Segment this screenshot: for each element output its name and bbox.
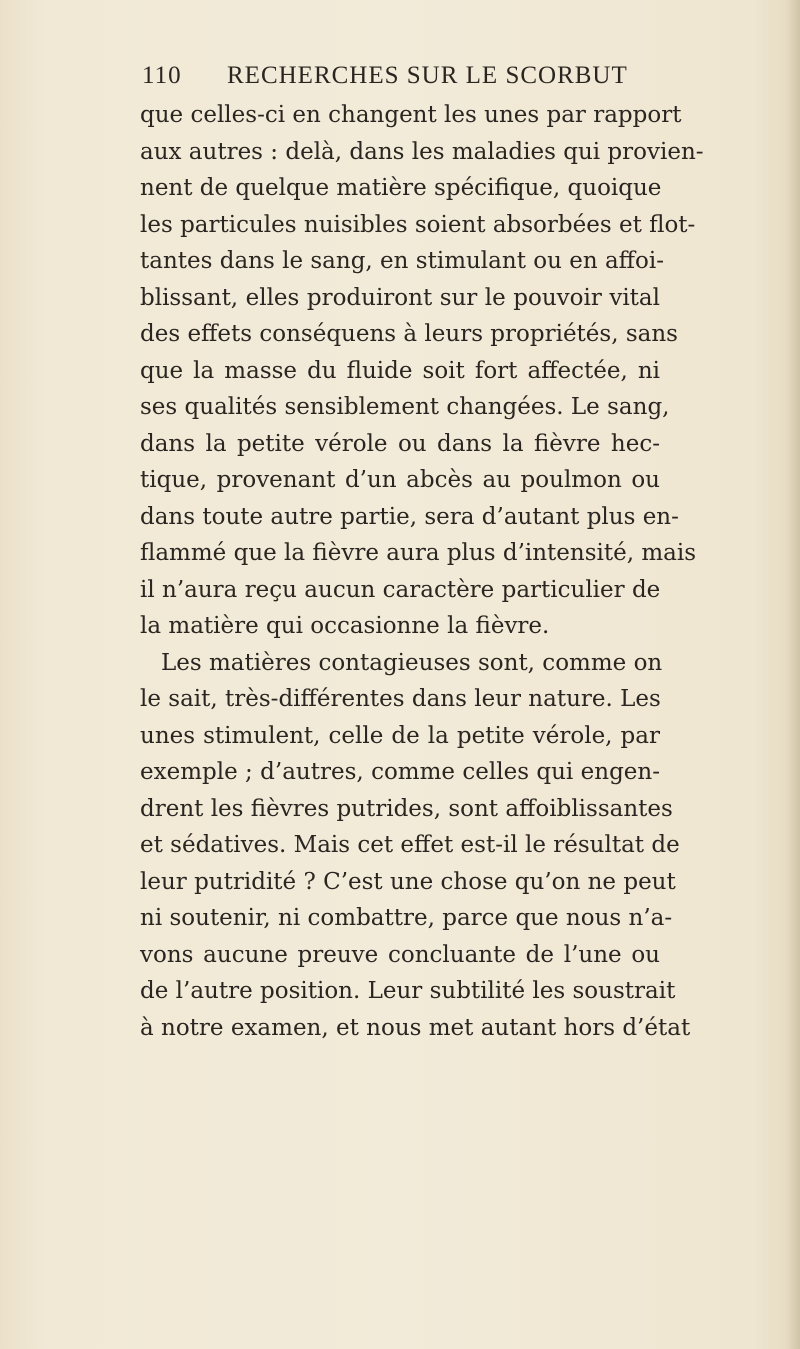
text-line: unes stimulent, celle de la petite vérole, par	[140, 722, 660, 749]
text-line: dans la petite vérole ou dans la fièvre hec-	[140, 430, 660, 457]
text-line: et sédatives. Mais cet effet est-il le résultat de	[140, 832, 680, 858]
page-number: 110	[142, 62, 182, 89]
text-line: de l’autre position. Leur subtilité les soustrait	[140, 978, 676, 1004]
body-text	[140, 97, 704, 1046]
text-line: il n’aura reçu aucun caractère particulier de	[140, 576, 661, 603]
text-line: tique, provenant d’un abcès au poulmon ou	[140, 467, 660, 493]
text-line: que la masse du fluide soit fort affectée, ni	[140, 357, 660, 384]
text-line: ses qualités sensiblement changées. Le sang,	[140, 394, 670, 420]
text-line: à notre examen, et nous met autant hors d’état	[140, 1014, 691, 1041]
text-line: exemple ; d’autres, comme celles qui engen-	[140, 759, 660, 785]
text-line: des effets conséquens à leurs propriétés, sans	[140, 321, 678, 347]
text-line: leur putridité ? C’est une chose qu’on ne peut	[140, 868, 676, 895]
paragraph-end-line: la matière qui occasionne la fièvre.	[140, 613, 550, 639]
text-line: aux autres : delà, dans les maladies qui provien-	[140, 138, 704, 165]
text-line: les particules nuisibles soient absorbées et flot-	[140, 211, 696, 238]
text-line: nent de quelque matière spécifique, quoique	[140, 175, 662, 201]
text-line: tantes dans le sang, en stimulant ou en affoi-	[140, 248, 664, 274]
running-head: RECHERCHES SUR LE SCORBUT	[227, 62, 628, 89]
text-line: blissant, elles produiront sur le pouvoir vital	[140, 284, 660, 311]
text-line: dans toute autre partie, sera d’autant plus en-	[140, 503, 679, 530]
text-line: flammé que la fièvre aura plus d’intensité, mais	[140, 540, 697, 566]
page-edge-shadow	[786, 0, 800, 1349]
text-line: que celles-ci en changent les unes par rapport	[140, 102, 682, 128]
text-line: drent les fièvres putrides, sont affoiblissantes	[140, 795, 673, 822]
text-line: vons aucune preuve concluante de l’une ou	[140, 941, 660, 968]
text-line: ni soutenir, ni combattre, parce que nous n’a-	[140, 905, 673, 931]
text-line: le sait, très-différentes dans leur nature. Les	[140, 686, 661, 712]
page-header	[142, 60, 662, 92]
paragraph-start-line: Les matières contagieuses sont, comme on	[161, 649, 663, 676]
